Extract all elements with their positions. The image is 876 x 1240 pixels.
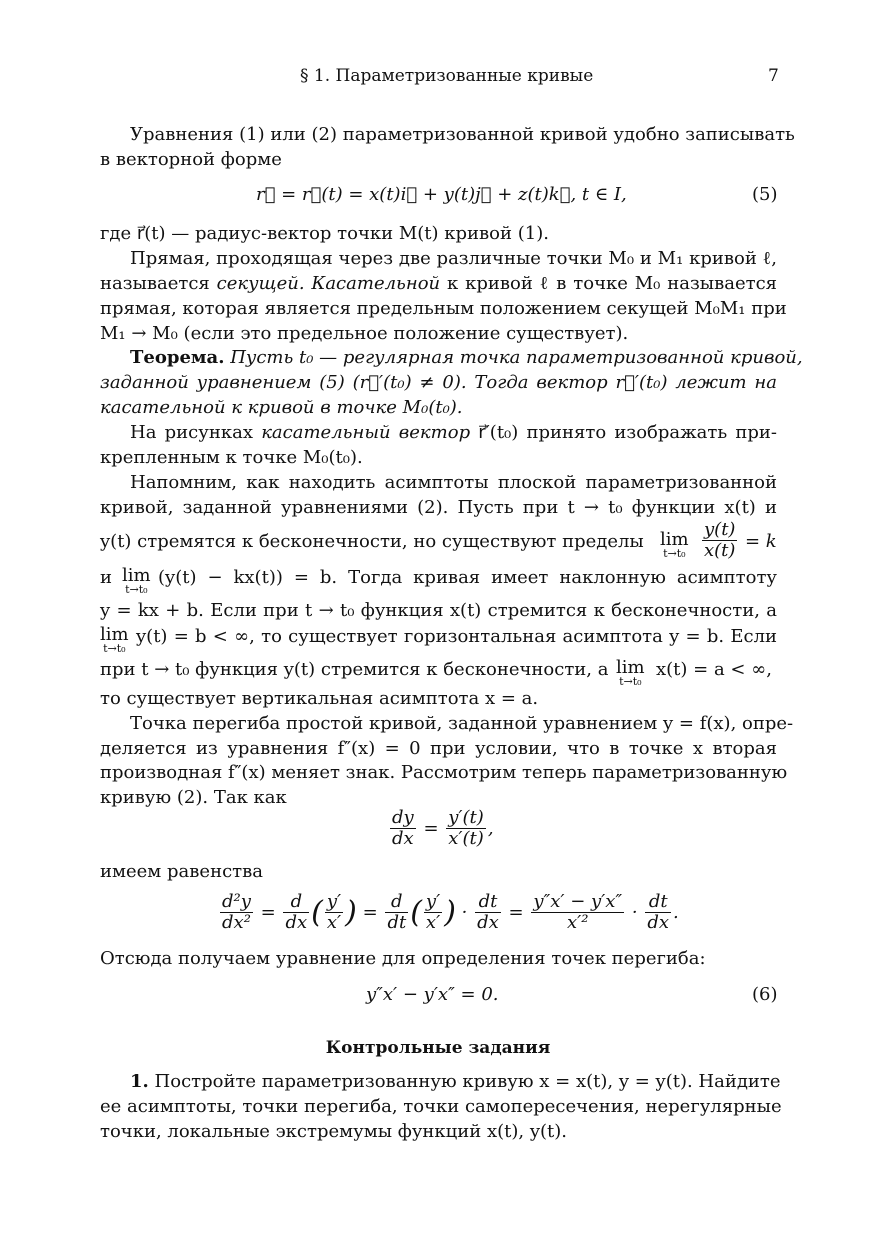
text-line: Точка перегиба простой кривой, заданной уравнением y = f(x), опре- [130, 713, 794, 734]
theorem-line: заданной уравнением (5) (r⃗′(t₀) ≠ 0). Тогда вектор r⃗′(t₀) лежит на [100, 372, 777, 393]
denominator: x′ [425, 912, 441, 933]
fraction [475, 892, 501, 933]
text-line: производная f″(x) меняет знак. Рассмотрим теперь параметризованную [100, 762, 788, 783]
text-span: (y(t) − kx(t)) = b. Тогда кривая имеет наклонную асимптоту [158, 567, 777, 588]
text-span: На рисунках [130, 422, 262, 443]
punctuation: . [673, 902, 679, 923]
numerator: dy [392, 807, 414, 828]
paren-open: ( [410, 895, 422, 930]
section-heading: Контрольные задания [325, 1038, 551, 1058]
theorem-line: касательной к кривой в точке M₀(t₀). [100, 397, 463, 418]
equals-sign: = [260, 902, 276, 923]
denominator: dt [387, 912, 407, 933]
task-line [130, 1070, 781, 1094]
text-span: и [100, 567, 112, 588]
text-line: Отсюда получаем уравнение для определения точек перегиба: [100, 948, 706, 969]
text-line: то существует вертикальная асимптота x = a. [100, 688, 539, 709]
denominator: x(t) [704, 540, 736, 561]
numerator: d²y [222, 891, 251, 912]
denominator: x′(t) [448, 828, 484, 849]
text-line: кривой, заданной уравнениями (2). Пусть при t → t₀ функции x(t) и [100, 497, 777, 518]
equation-dydx [388, 808, 494, 849]
fraction-y-over-x [702, 520, 737, 561]
denominator: dx [392, 828, 414, 849]
lim-word: lim [660, 529, 689, 550]
lim-subscript: t→t₀ [619, 675, 642, 688]
text-line: имеем равенства [100, 861, 263, 882]
denominator: dx [285, 912, 308, 933]
fraction [424, 892, 442, 933]
task-number: 1. [130, 1071, 149, 1092]
task-line: точки, локальные экстремумы функций x(t), y(t). [100, 1121, 568, 1142]
fraction [645, 892, 671, 933]
text-span: y(t) = b < ∞, то существует горизонтальная асимптота y = b. Если [136, 626, 777, 647]
text-line [130, 421, 777, 445]
dot-operator: · [631, 902, 638, 923]
fraction [220, 892, 253, 933]
text-line: деляется из уравнения f″(x) = 0 при условии, что в точке x вторая [100, 738, 777, 759]
text-span: x(t) = a < ∞, [656, 659, 772, 680]
limit [122, 565, 151, 596]
text-line: Прямая, проходящая через две различные точки M₀ и M₁ кривой ℓ, [130, 248, 777, 269]
text-line: где r⃗(t) — радиус-вектор точки M(t) кривой (1). [100, 223, 549, 244]
text-line [100, 272, 777, 296]
fraction [325, 892, 343, 933]
numerator: y′(t) [448, 807, 484, 828]
text-line [100, 520, 777, 564]
text-line: y = kx + b. Если при t → t₀ функция x(t) стремится к бесконечности, а [100, 600, 777, 621]
lim-word: lim [616, 657, 645, 678]
text-line [100, 625, 777, 655]
text-line: в векторной форме [100, 149, 282, 170]
numerator: y(t) [704, 519, 736, 540]
numerator: dt [645, 892, 671, 913]
text-span: при t → t₀ функция y(t) стремится к бесконечности, а [100, 659, 609, 680]
lim-subscript: t→t₀ [103, 642, 126, 655]
fraction [531, 892, 624, 933]
text-line [100, 566, 777, 596]
text-span: = k [745, 531, 777, 552]
fraction [446, 808, 486, 849]
equation-5: r⃗ = r⃗(t) = x(t)i⃗ + y(t)j⃗ + z(t)k⃗, t ∈ I, [256, 184, 627, 205]
equation-second-derivative [218, 892, 679, 933]
paren-open: ( [311, 895, 323, 930]
denominator: dx [647, 912, 670, 933]
equals-sign: = [508, 902, 524, 923]
equals-sign: = [362, 902, 378, 923]
text-line: Уравнения (1) или (2) параметризованной кривой удобно записывать [130, 124, 795, 145]
limit [100, 624, 129, 655]
task-line: ее асимптоты, точки перегиба, точки самопересечения, нерегулярные [100, 1096, 782, 1117]
denominator: dx [477, 912, 499, 933]
fraction [385, 892, 408, 933]
punctuation: , [487, 818, 494, 839]
equation-6: y″x′ − y′x″ = 0. [366, 984, 499, 1005]
dot-operator: · [461, 902, 468, 923]
paren-close: ) [444, 895, 456, 930]
denominator: x′ [326, 912, 342, 933]
paren-close: ) [345, 895, 357, 930]
denominator: dx² [222, 912, 251, 933]
text-line: Напомним, как находить асимптоты плоской параметризованной [130, 472, 777, 493]
text-line [100, 658, 777, 688]
task-text: Постройте параметризованную кривую x = x(t), y = y(t). Найдите [154, 1071, 781, 1092]
numerator: y′ [425, 891, 441, 912]
lim-word: lim [122, 565, 151, 586]
text-span: к кривой ℓ в точке M₀ называется [440, 273, 778, 294]
numerator: d [283, 892, 309, 913]
lim-word: lim [100, 624, 129, 645]
term-tangent-vector: касательный вектор [261, 422, 471, 443]
fraction [283, 892, 309, 933]
theorem-line [130, 346, 803, 370]
numerator: y″x′ − y′x″ [533, 891, 623, 912]
text-span: называется [100, 273, 217, 294]
text-line: M₁ → M₀ (если это предельное положение существует). [100, 323, 629, 344]
equals-sign: = [423, 818, 439, 839]
page-number: 7 [768, 66, 779, 86]
denominator: x′² [567, 912, 589, 933]
text-span: r⃗′(t₀) принято изображать при- [470, 422, 777, 443]
running-title: § 1. Параметризованные кривые [300, 66, 594, 86]
text-line: прямая, которая является предельным положением секущей M₀M₁ при [100, 298, 787, 319]
limit [616, 657, 645, 688]
fraction [390, 808, 416, 849]
text-span: y(t) стремятся к бесконечности, но существуют пределы [100, 531, 644, 552]
equation-number: (5) [752, 184, 778, 205]
text-line: крепленным к точке M₀(t₀). [100, 447, 363, 468]
lim-subscript: t→t₀ [663, 547, 686, 560]
lim-subscript: t→t₀ [125, 583, 148, 596]
numerator: y′ [326, 891, 342, 912]
theorem-label: Теорема. [130, 347, 225, 368]
limit [660, 529, 689, 560]
numerator: d [385, 892, 408, 913]
term-secant: секущей. Касательной [216, 273, 441, 294]
theorem-text: Пусть t₀ — регулярная точка параметризованной кривой, [230, 347, 803, 368]
numerator: dt [475, 892, 501, 913]
text-line: кривую (2). Так как [100, 787, 287, 808]
equation-number: (6) [752, 984, 778, 1005]
